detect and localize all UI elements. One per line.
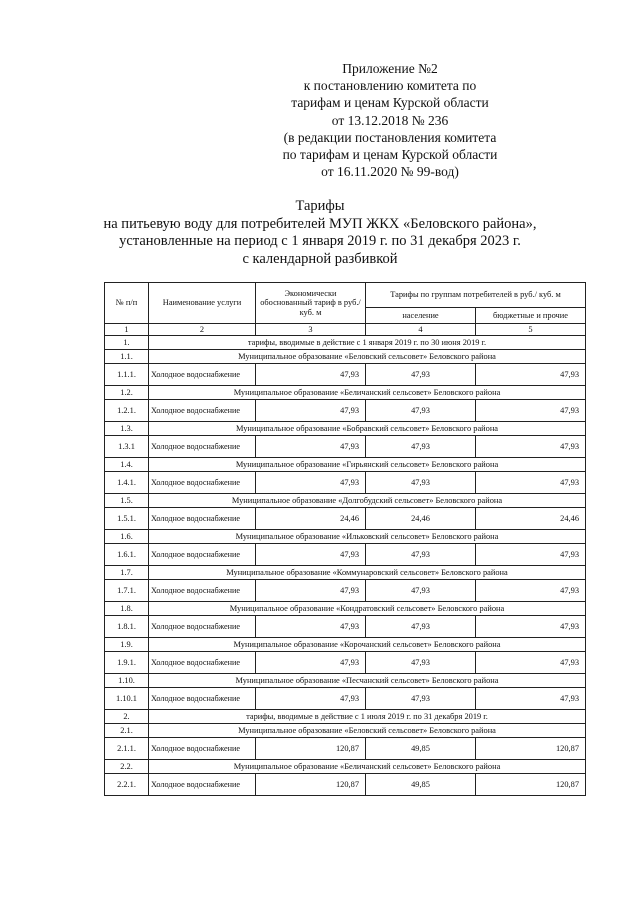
title-line: с календарной разбивкой — [242, 250, 398, 267]
appendix-block — [260, 60, 520, 180]
table-row — [105, 336, 586, 350]
service-name: Холодное водоснабжение — [149, 508, 256, 530]
table-body — [105, 336, 586, 796]
service-name: Холодное водоснабжение — [149, 364, 256, 386]
service-name: Холодное водоснабжение — [149, 616, 256, 638]
population-tariff-value: 47,93 — [366, 616, 476, 638]
table-row — [105, 544, 586, 566]
table-row — [105, 508, 586, 530]
economic-tariff-value: 47,93 — [256, 652, 366, 674]
economic-tariff-value: 47,93 — [256, 472, 366, 494]
economic-tariff-value: 47,93 — [256, 544, 366, 566]
table-row — [105, 386, 586, 400]
appendix-line: к постановлению комитета по — [303, 78, 477, 94]
budget-tariff-value: 47,93 — [476, 616, 586, 638]
service-name: Холодное водоснабжение — [149, 436, 256, 458]
population-tariff-value: 49,85 — [366, 738, 476, 760]
row-number: 1.7. — [105, 566, 149, 580]
row-number: 1.3.1 — [105, 436, 149, 458]
row-number: 1.8.1. — [105, 616, 149, 638]
table-row — [105, 436, 586, 458]
title-line: на питьевую воду для потребителей МУП ЖКХ «Беловского района», — [103, 215, 537, 232]
service-name: Холодное водоснабжение — [149, 472, 256, 494]
economic-tariff-value: 24,46 — [256, 508, 366, 530]
table-row — [105, 774, 586, 796]
row-number: 1.1.1. — [105, 364, 149, 386]
title-line: установленные на период с 1 января 2019 г. по 31 декабря 2023 г. — [119, 233, 521, 249]
budget-tariff-value: 47,93 — [476, 436, 586, 458]
document-title — [0, 198, 640, 268]
economic-tariff-value: 47,93 — [256, 400, 366, 422]
budget-tariff-value: 47,93 — [476, 472, 586, 494]
table-row — [105, 494, 586, 508]
header-population: население — [366, 308, 476, 324]
row-number: 1.3. — [105, 422, 149, 436]
population-tariff-value: 47,93 — [366, 400, 476, 422]
table-row — [105, 472, 586, 494]
header-budget: бюджетные и прочие — [476, 308, 586, 324]
population-tariff-value: 49,85 — [366, 774, 476, 796]
row-number: 2. — [105, 710, 149, 724]
table-row — [105, 350, 586, 364]
header-economic-tariff: Экономически обоснованный тариф в руб./ куб. м — [256, 283, 366, 324]
budget-tariff-value: 47,93 — [476, 544, 586, 566]
table-row — [105, 738, 586, 760]
appendix-line: (в редакции постановления комитета — [283, 129, 497, 145]
municipality-title: Муниципальное образование «Беловский сельсовет» Беловского района — [149, 350, 586, 364]
appendix-line: от 13.12.2018 № 236 — [331, 112, 449, 128]
table-row — [105, 602, 586, 616]
appendix-line: по тарифам и ценам Курской области — [282, 147, 498, 163]
municipality-title: Муниципальное образование «Гирьянский сельсовет» Беловского района — [149, 458, 586, 472]
budget-tariff-value: 47,93 — [476, 688, 586, 710]
municipality-title: Муниципальное образование «Ильковский сельсовет» Беловского района — [149, 530, 586, 544]
table-row — [105, 616, 586, 638]
table-row — [105, 458, 586, 472]
section-title: тарифы, вводимые в действие с 1 июля 2019 г. по 31 декабря 2019 г. — [149, 710, 586, 724]
population-tariff-value: 47,93 — [366, 364, 476, 386]
row-number: 2.2. — [105, 760, 149, 774]
service-name: Холодное водоснабжение — [149, 738, 256, 760]
section-title: тарифы, вводимые в действие с 1 января 2019 г. по 30 июня 2019 г. — [149, 336, 586, 350]
budget-tariff-value: 24,46 — [476, 508, 586, 530]
column-number: 5 — [476, 324, 586, 336]
economic-tariff-value: 47,93 — [256, 364, 366, 386]
row-number: 1.9.1. — [105, 652, 149, 674]
column-number: 1 — [105, 324, 149, 336]
population-tariff-value: 47,93 — [366, 652, 476, 674]
budget-tariff-value: 47,93 — [476, 580, 586, 602]
table-row — [105, 710, 586, 724]
municipality-title: Муниципальное образование «Беловский сельсовет» Беловского района — [149, 724, 586, 738]
municipality-title: Муниципальное образование «Беличанский сельсовет» Беловского района — [149, 760, 586, 774]
table-row — [105, 530, 586, 544]
table-row — [105, 638, 586, 652]
population-tariff-value: 47,93 — [366, 544, 476, 566]
economic-tariff-value: 47,93 — [256, 580, 366, 602]
table-row — [105, 364, 586, 386]
population-tariff-value: 47,93 — [366, 688, 476, 710]
appendix-line: Приложение №2 — [342, 61, 438, 76]
appendix-line: от 16.11.2020 № 99-вод) — [321, 164, 459, 180]
row-number: 1.6.1. — [105, 544, 149, 566]
row-number: 2.2.1. — [105, 774, 149, 796]
table-row — [105, 688, 586, 710]
row-number: 1.8. — [105, 602, 149, 616]
column-number: 3 — [256, 324, 366, 336]
budget-tariff-value: 120,87 — [476, 738, 586, 760]
row-number: 2.1. — [105, 724, 149, 738]
table-row — [105, 760, 586, 774]
header-consumer-groups: Тарифы по группам потребителей в руб./ куб. м — [366, 283, 586, 308]
row-number: 1.2.1. — [105, 400, 149, 422]
economic-tariff-value: 47,93 — [256, 436, 366, 458]
row-number: 1.7.1. — [105, 580, 149, 602]
row-number: 1.10.1 — [105, 688, 149, 710]
row-number: 1.9. — [105, 638, 149, 652]
budget-tariff-value: 47,93 — [476, 652, 586, 674]
service-name: Холодное водоснабжение — [149, 400, 256, 422]
tariffs-table — [104, 282, 586, 796]
row-number: 1.6. — [105, 530, 149, 544]
municipality-title: Муниципальное образование «Корочанский сельсовет» Беловского района — [149, 638, 586, 652]
row-number: 1.4.1. — [105, 472, 149, 494]
table-row — [105, 566, 586, 580]
table-row — [105, 422, 586, 436]
population-tariff-value: 47,93 — [366, 472, 476, 494]
service-name: Холодное водоснабжение — [149, 580, 256, 602]
table-row — [105, 652, 586, 674]
row-number: 1.4. — [105, 458, 149, 472]
row-number: 1. — [105, 336, 149, 350]
title-line: Тарифы — [295, 198, 345, 214]
table-row — [105, 400, 586, 422]
row-number: 1.1. — [105, 350, 149, 364]
service-name: Холодное водоснабжение — [149, 544, 256, 566]
municipality-title: Муниципальное образование «Кондратовский сельсовет» Беловского района — [149, 602, 586, 616]
municipality-title: Муниципальное образование «Долгобудский сельсовет» Беловского района — [149, 494, 586, 508]
appendix-line: тарифам и ценам Курской области — [291, 95, 489, 111]
population-tariff-value: 47,93 — [366, 580, 476, 602]
row-number: 1.2. — [105, 386, 149, 400]
municipality-title: Муниципальное образование «Беличанский сельсовет» Беловского района — [149, 386, 586, 400]
row-number: 1.5.1. — [105, 508, 149, 530]
municipality-title: Муниципальное образование «Бобравский сельсовет» Беловского района — [149, 422, 586, 436]
municipality-title: Муниципальное образование «Песчанский сельсовет» Беловского района — [149, 674, 586, 688]
budget-tariff-value: 47,93 — [476, 400, 586, 422]
budget-tariff-value: 120,87 — [476, 774, 586, 796]
table-row — [105, 674, 586, 688]
service-name: Холодное водоснабжение — [149, 774, 256, 796]
economic-tariff-value: 120,87 — [256, 774, 366, 796]
column-number: 2 — [149, 324, 256, 336]
economic-tariff-value: 47,93 — [256, 688, 366, 710]
row-number: 2.1.1. — [105, 738, 149, 760]
header-num: № п/п — [105, 283, 149, 324]
budget-tariff-value: 47,93 — [476, 364, 586, 386]
population-tariff-value: 24,46 — [366, 508, 476, 530]
economic-tariff-value: 120,87 — [256, 738, 366, 760]
economic-tariff-value: 47,93 — [256, 616, 366, 638]
header-service: Наименование услуги — [149, 283, 256, 324]
municipality-title: Муниципальное образование «Коммунаровский сельсовет» Беловского района — [149, 566, 586, 580]
row-number: 1.5. — [105, 494, 149, 508]
service-name: Холодное водоснабжение — [149, 688, 256, 710]
population-tariff-value: 47,93 — [366, 436, 476, 458]
column-number: 4 — [366, 324, 476, 336]
table-row — [105, 724, 586, 738]
row-number: 1.10. — [105, 674, 149, 688]
table-row — [105, 580, 586, 602]
service-name: Холодное водоснабжение — [149, 652, 256, 674]
